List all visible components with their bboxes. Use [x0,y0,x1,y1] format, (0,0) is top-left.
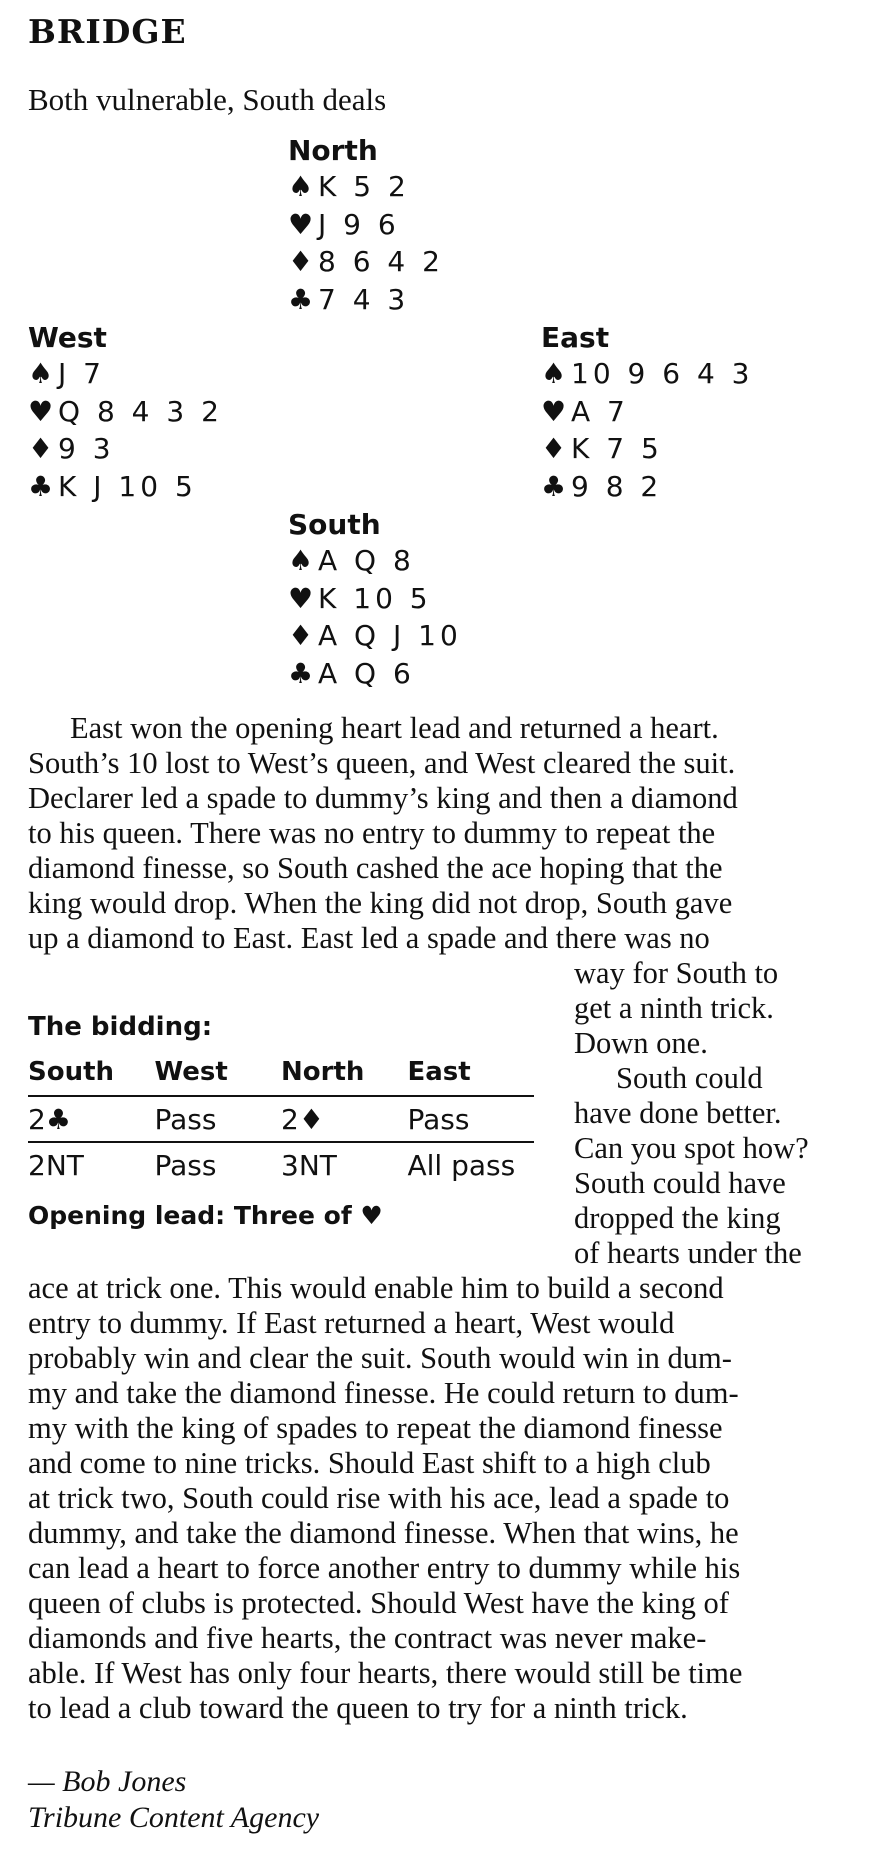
spade-icon: ♠ [288,544,314,577]
article-line: to lead a club toward the queen to try for a ninth trick. [28,1691,688,1725]
auction-header: East [408,1049,535,1096]
article-line: South could have [574,1166,786,1200]
spades-row [288,542,462,580]
diamond-icon: ♦ [288,619,314,652]
spade-icon: ♠ [288,170,314,203]
article-line: South could [616,1061,763,1095]
auction-header: North [281,1049,408,1096]
spades-row [28,355,223,393]
hand-west [28,321,223,505]
diamonds-row [28,430,223,468]
auction-bid: 2NT [28,1148,84,1182]
article-line: diamonds and five hearts, the contract was never make- [28,1621,707,1655]
diamonds-row [541,430,754,468]
hearts-row [288,206,444,244]
article-line: my and take the diamond finesse. He could return to dum- [28,1376,739,1410]
diamonds-row [288,617,462,655]
diamonds-row [288,243,444,281]
spades-row [288,168,444,206]
article-line: can lead a heart to force another entry to dummy while his [28,1551,741,1585]
heart-icon: ♥ [288,581,314,615]
auction-bid: 2♦ [281,1096,408,1142]
diamonds-cards: A Q J 10 [318,619,462,652]
diamonds-cards: 8 6 4 2 [318,245,444,278]
hand-name: North [288,134,378,167]
article-line: and come to nine tricks. Should East shift to a high club [28,1446,711,1480]
auction-bid: Pass [408,1096,535,1142]
clubs-row [541,468,754,506]
diamond-icon: ♦ [288,245,314,278]
clubs-row [28,468,223,506]
clubs-cards: 9 8 2 [571,469,663,503]
article-line: to his queen. There was no entry to dummy to repeat the [28,816,716,850]
auction-bid: Pass [154,1148,217,1182]
article-line: dummy, and take the diamond finesse. When that wins, he [28,1516,739,1550]
hand-name: West [28,321,107,354]
club-icon: ♣ [288,656,314,690]
hearts-cards: Q 8 4 3 2 [58,394,223,428]
hand-name: South [288,508,381,541]
auction-bid: 3NT [281,1148,337,1182]
auction-bid: 2♣ [28,1096,155,1142]
diamonds-cards: K 7 5 [571,432,663,465]
diamond-icon: ♦ [541,432,567,465]
hand-name: East [541,321,610,354]
auction-table [28,1049,534,1187]
spades-cards: J 7 [58,357,105,390]
spades-row [541,355,754,393]
article-line: king would drop. When the king did not drop, South gave [28,886,733,920]
auction-row [28,1142,534,1187]
article-line: way for South to [574,956,779,990]
bidding-box [28,1005,534,1230]
article-line: entry to dummy. If East returned a heart, West would [28,1306,675,1340]
auction-bid: All pass [407,1148,516,1182]
article-line: ace at trick one. This would enable him to build a second [28,1271,724,1305]
article-line: get a ninth trick. [574,991,774,1025]
author-name: — Bob Jones [28,1765,187,1798]
diamonds-cards: 9 3 [58,432,115,465]
heart-icon: ♥ [28,394,54,428]
article-line: Down one. [574,1026,708,1060]
spades-cards: K 5 2 [318,170,410,203]
article-line: up a diamond to East. East led a spade and there was no [28,921,710,955]
spade-icon: ♠ [541,357,567,390]
hearts-row [541,393,754,431]
clubs-row [288,655,462,693]
hand-north [288,134,444,318]
deal-conditions: Both vulnerable, South deals [28,82,387,117]
auction-header: South [28,1049,155,1096]
article-line: have done better. [574,1096,782,1130]
auction-header: West [155,1049,282,1096]
article-line: East won the opening heart lead and returned a heart. [70,711,719,745]
diamond-icon: ♦ [28,432,54,465]
club-icon: ♣ [28,469,54,503]
clubs-cards: K J 10 5 [58,469,197,503]
hearts-cards: J 9 6 [318,207,400,241]
spades-cards: 10 9 6 4 3 [571,357,754,390]
hand-east [541,321,754,505]
clubs-cards: A Q 6 [318,656,415,690]
hand-south [288,508,462,692]
auction-header-row [28,1049,534,1096]
byline [28,1764,319,1836]
article-line: of hearts under the [574,1236,802,1270]
article-line: my with the king of spades to repeat the diamond finesse [28,1411,723,1445]
article-line: at trick two, South could rise with his ace, lead a spade to [28,1481,730,1515]
article-line: able. If West has only four hearts, there would still be time [28,1656,743,1690]
agency-name: Tribune Content Agency [28,1801,320,1834]
spade-icon: ♠ [28,357,54,390]
club-icon: ♣ [288,282,314,316]
article-line: diamond finesse, so South cashed the ace hoping that the [28,851,723,885]
spades-cards: A Q 8 [318,544,415,577]
opening-lead: Opening lead: Three of ♥ [28,1201,383,1230]
clubs-cards: 7 4 3 [318,282,410,316]
bidding-title: The bidding: [28,1012,213,1042]
clubs-row [288,281,444,319]
article-line: Can you spot how? [574,1131,809,1165]
heart-icon: ♥ [541,394,567,428]
hearts-row [288,580,462,618]
article-line: South’s 10 lost to West’s queen, and West cleared the suit. [28,746,736,780]
club-icon: ♣ [541,469,567,503]
column-title: BRIDGE [28,12,187,51]
hearts-cards: K 10 5 [318,581,432,615]
hearts-row [28,393,223,431]
auction-bid: Pass [155,1096,282,1142]
auction-row [28,1096,534,1142]
article-line: probably win and clear the suit. South would win in dum- [28,1341,732,1375]
article-line: dropped the king [574,1201,781,1235]
article-line: queen of clubs is protected. Should West have the king of [28,1586,729,1620]
heart-icon: ♥ [288,207,314,241]
hearts-cards: A 7 [571,394,629,428]
article-line: Declarer led a spade to dummy’s king and then a diamond [28,781,738,815]
